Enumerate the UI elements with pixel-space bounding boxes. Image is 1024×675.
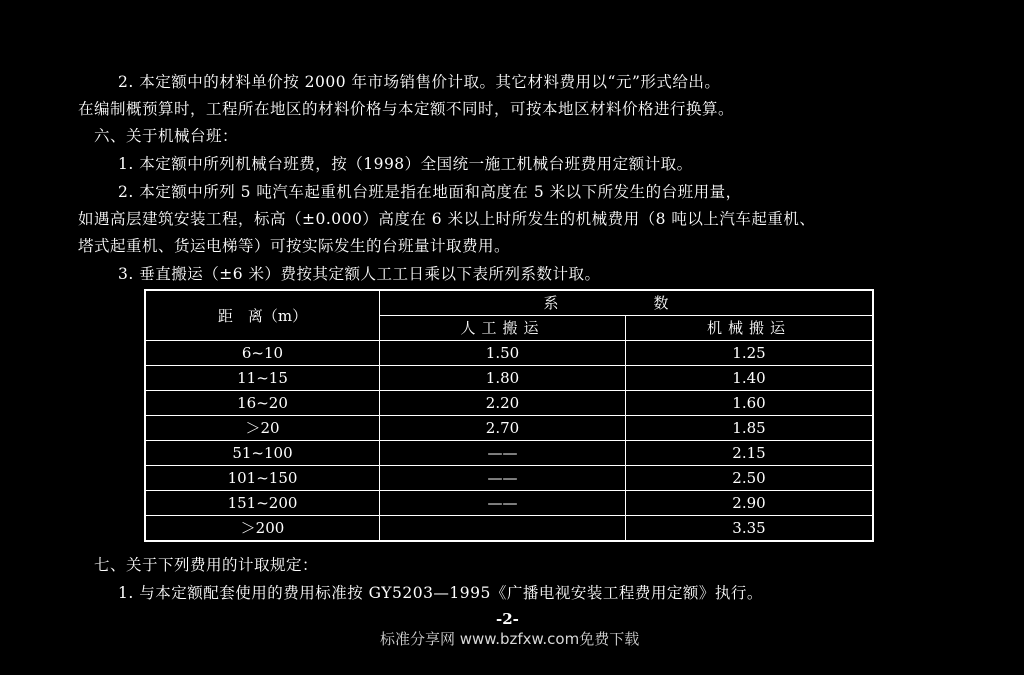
manual-coef-cell: 2.20 [380, 391, 626, 416]
manual-coef-cell: —— [380, 491, 626, 516]
manual-coef-cell: 1.80 [380, 366, 626, 391]
table-row [145, 391, 873, 416]
line-1: 2. 本定额中的材料单价按 2000 年市场销售价计取。其它材料费用以“元”形式给出。 [118, 73, 721, 91]
line-8: 3. 垂直搬运（±6 米）费按其定额人工工日乘以下表所列系数计取。 [118, 265, 601, 283]
line-4: 1. 本定额中所列机械台班费，按（1998）全国统一施工机械台班费用定额计取。 [118, 155, 693, 173]
coefficient-table [144, 289, 874, 542]
table-row [145, 416, 873, 441]
machine-coef-cell: 1.40 [626, 366, 873, 391]
table-row [145, 516, 873, 542]
manual-transport-header: 人工搬运 [380, 316, 626, 341]
distance-header: 距 离（m） [145, 290, 380, 341]
line-10: 1. 与本定额配套使用的费用标准按 GY5203—1995《广播电视安装工程费用定额》执行。 [118, 584, 763, 602]
machine-coef-cell: 2.15 [626, 441, 873, 466]
line-2: 在编制概预算时，工程所在地区的材料价格与本定额不同时，可按本地区材料价格进行换算。 [78, 100, 735, 118]
machine-coef-cell: 1.85 [626, 416, 873, 441]
distance-cell: ＞200 [145, 516, 380, 542]
manual-coef-cell: —— [380, 466, 626, 491]
coefficient-header: 系 数 [380, 290, 874, 316]
machine-coef-cell: 1.25 [626, 341, 873, 366]
distance-cell: ＞20 [145, 416, 380, 441]
line-6: 如遇高层建筑安装工程，标高（±0.000）高度在 6 米以上时所发生的机械费用（8 吨以上汽车起重机、 [78, 210, 816, 228]
section-six-heading: 六、关于机械台班： [94, 127, 239, 145]
machine-coef-cell: 1.60 [626, 391, 873, 416]
machine-coef-cell: 2.50 [626, 466, 873, 491]
table-row [145, 366, 873, 391]
distance-cell: 6~10 [145, 341, 380, 366]
manual-coef-cell [380, 516, 626, 542]
table-row [145, 341, 873, 366]
table-row [145, 491, 873, 516]
distance-cell: 151~200 [145, 491, 380, 516]
machine-transport-header: 机械搬运 [626, 316, 873, 341]
machine-coef-cell: 3.35 [626, 516, 873, 542]
manual-coef-cell: 2.70 [380, 416, 626, 441]
page-number: -2- [496, 610, 519, 628]
distance-cell: 11~15 [145, 366, 380, 391]
table-header-row [145, 290, 873, 316]
table-row [145, 466, 873, 491]
watermark-text: 标准分享网 www.bzfxw.com免费下载 [380, 630, 640, 648]
machine-coef-cell: 2.90 [626, 491, 873, 516]
distance-cell: 51~100 [145, 441, 380, 466]
line-7: 塔式起重机、货运电梯等）可按实际发生的台班量计取费用。 [78, 237, 511, 255]
distance-cell: 101~150 [145, 466, 380, 491]
manual-coef-cell: 1.50 [380, 341, 626, 366]
line-5: 2. 本定额中所列 5 吨汽车起重机台班是指在地面和高度在 5 米以下所发生的台班用量， [118, 183, 742, 201]
table-row [145, 441, 873, 466]
distance-cell: 16~20 [145, 391, 380, 416]
section-seven-heading: 七、关于下列费用的计取规定： [94, 556, 319, 574]
manual-coef-cell: —— [380, 441, 626, 466]
